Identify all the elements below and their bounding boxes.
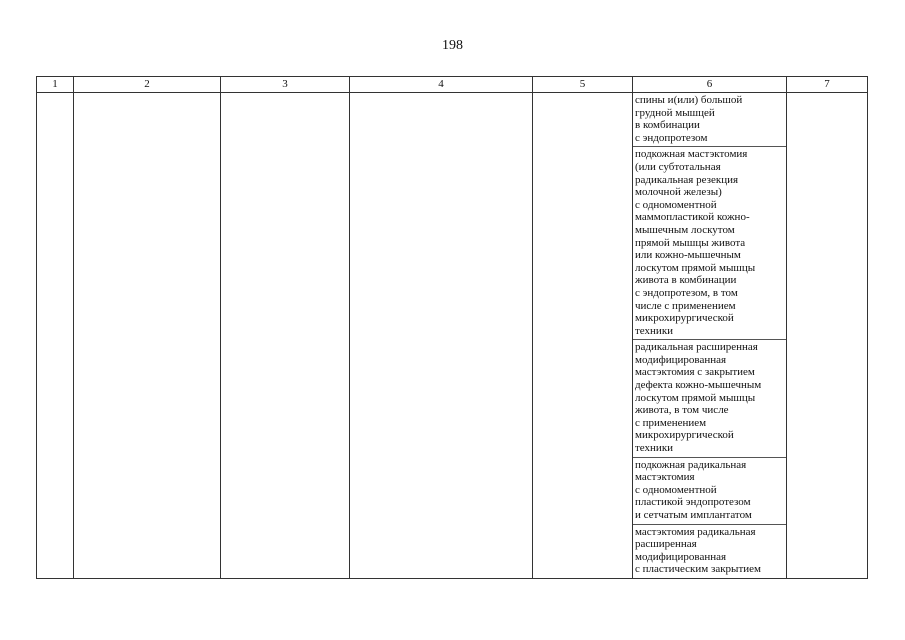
header-col-3: 3 [221,77,350,93]
entry-line: модифицированная [635,550,727,563]
entry-line: спины и(или) большой [635,94,743,106]
cell-col-1 [37,93,74,579]
entry-line: техники [635,442,674,455]
entry-line: и сетчатым имплантатом [635,509,752,521]
entry-line: мастэктомия [635,471,695,484]
entry-line: микрохирургической [635,312,734,325]
entry-line: мастэктомия радикальная [635,525,756,538]
table-header-row [37,77,868,93]
table-row [37,93,868,579]
entry-line: числе с применением [635,299,736,312]
entry-line: с применением [635,416,707,429]
procedure-entry [633,340,786,457]
entry-line: маммопластикой кожно- [635,211,750,224]
entry-line: с эндопротезом, в том [635,286,738,299]
entry-line: с одномоментной [635,483,717,496]
cell-col-6-procedures [633,93,787,579]
cell-col-3 [221,93,350,579]
cell-col-2 [74,93,221,579]
entry-line: с одномоментной [635,198,717,211]
entry-line: мышечным лоскутом [635,223,735,236]
entry-line: радикальная резекция [635,173,739,186]
entry-line: мастэктомия с закрытием [635,366,755,379]
entry-line: грудной мышцей [635,106,715,119]
procedures-table [36,76,868,579]
entry-line: радикальная расширенная [635,341,758,354]
entry-line: (или субтотальная [635,160,721,173]
entry-line: живота в комбинации [635,274,737,287]
entry-line: молочной железы) [635,186,722,199]
cell-col-5 [533,93,633,579]
entry-line: модифицированная [635,353,727,366]
header-col-7: 7 [787,77,868,93]
page-number: 198 [442,38,463,53]
entry-line: подкожная радикальная [635,458,747,471]
entry-line: подкожная мастэктомия [635,148,748,161]
header-col-6: 6 [633,77,787,93]
entry-line: расширенная [635,538,697,551]
entry-line: с эндопротезом [635,131,708,144]
entry-line: дефекта кожно-мышечным [635,379,762,392]
procedure-entry [633,147,786,340]
entry-line: живота, в том числе [635,404,729,417]
entry-line: прямой мышцы живота [635,236,746,249]
header-col-5: 5 [533,77,633,93]
header-col-4: 4 [350,77,533,93]
procedure-entry [633,458,786,525]
entry-line: техники [635,324,674,337]
entry-line: или кожно-мышечным [635,249,741,262]
entry-line: с пластическим закрытием [635,563,761,576]
header-col-2: 2 [74,77,221,93]
entry-line: лоскутом прямой мышцы [635,261,756,274]
procedure-entry [633,93,786,147]
entry-line: микрохирургической [635,429,734,442]
entry-line: пластикой эндопротезом [635,496,751,509]
header-col-1: 1 [37,77,74,93]
cell-col-4 [350,93,533,579]
procedure-entry [633,525,786,578]
entry-line: в комбинации [635,119,700,132]
entry-line: лоскутом прямой мышцы [635,391,756,404]
cell-col-7 [787,93,868,579]
